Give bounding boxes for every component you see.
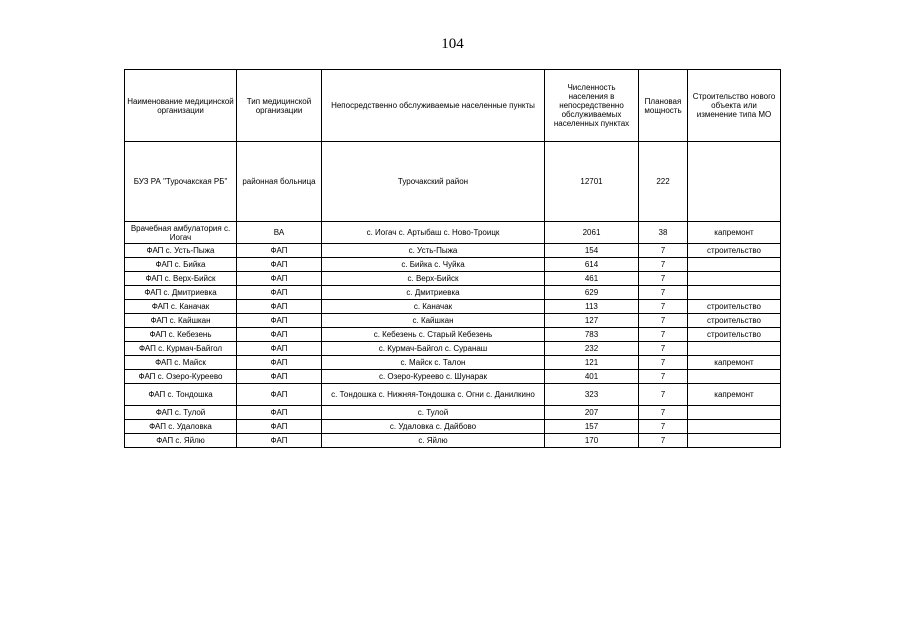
cell-type: ФАП — [237, 314, 322, 328]
cell-capacity: 222 — [639, 142, 688, 222]
cell-type: ФАП — [237, 328, 322, 342]
cell-name: ФАП с. Тондошка — [125, 384, 237, 406]
cell-population: 12701 — [545, 142, 639, 222]
cell-population: 121 — [545, 356, 639, 370]
cell-name: ФАП с. Кайшкан — [125, 314, 237, 328]
page-number: 104 — [441, 36, 464, 52]
cell-capacity: 7 — [639, 370, 688, 384]
cell-modification — [688, 406, 781, 420]
cell-settlements: с. Курмач-Байгол с. Суранаш — [322, 342, 545, 356]
cell-capacity: 7 — [639, 328, 688, 342]
cell-type: ФАП — [237, 370, 322, 384]
cell-capacity: 7 — [639, 356, 688, 370]
cell-name: ФАП с. Каначак — [125, 300, 237, 314]
cell-type: ФАП — [237, 244, 322, 258]
cell-population: 232 — [545, 342, 639, 356]
header-organization-type: Тип медицинской организации — [237, 70, 322, 142]
header-settlements: Непосредственно обслуживаемые населенные пункты — [322, 70, 545, 142]
cell-settlements: с. Майск с. Талон — [322, 356, 545, 370]
cell-type: ФАП — [237, 356, 322, 370]
cell-capacity: 38 — [639, 222, 688, 244]
cell-modification — [688, 370, 781, 384]
header-organization-name: Наименование медицинской организации — [125, 70, 237, 142]
cell-settlements: с. Удаловка с. Дайбово — [322, 420, 545, 434]
cell-settlements: с. Верх-Бийск — [322, 272, 545, 286]
cell-settlements: с. Озеро-Куреево с. Шунарак — [322, 370, 545, 384]
cell-name: ФАП с. Усть-Пыжа — [125, 244, 237, 258]
cell-modification — [688, 434, 781, 448]
table-row — [125, 342, 781, 356]
cell-name: Врачебная амбулатория с. Иогач — [125, 222, 237, 244]
table-row — [125, 222, 781, 244]
cell-name: ФАП с. Верх-Бийск — [125, 272, 237, 286]
cell-modification: строительство — [688, 314, 781, 328]
cell-settlements: с. Бийка с. Чуйка — [322, 258, 545, 272]
table-header-row — [125, 70, 781, 142]
cell-population: 461 — [545, 272, 639, 286]
cell-population: 157 — [545, 420, 639, 434]
cell-type: ФАП — [237, 420, 322, 434]
cell-modification — [688, 420, 781, 434]
table-row — [125, 434, 781, 448]
cell-capacity: 7 — [639, 420, 688, 434]
cell-population: 323 — [545, 384, 639, 406]
table-row — [125, 328, 781, 342]
table-row — [125, 300, 781, 314]
cell-settlements: с. Каначак — [322, 300, 545, 314]
cell-settlements: с. Тондошка с. Нижняя-Тондошка с. Огни с. Данилкино — [322, 384, 545, 406]
cell-modification — [688, 142, 781, 222]
cell-settlements: с. Кебезень с. Старый Кебезень — [322, 328, 545, 342]
cell-name: ФАП с. Озеро-Куреево — [125, 370, 237, 384]
cell-settlements: Турочакский район — [322, 142, 545, 222]
cell-population: 207 — [545, 406, 639, 420]
cell-name: ФАП с. Курмач-Байгол — [125, 342, 237, 356]
cell-population: 629 — [545, 286, 639, 300]
table-row — [125, 420, 781, 434]
cell-settlements: с. Иогач с. Артыбаш с. Ново-Троицк — [322, 222, 545, 244]
cell-settlements: с. Тулой — [322, 406, 545, 420]
cell-capacity: 7 — [639, 286, 688, 300]
header-population: Численность населения в непосредственно обслуживаемых населенных пунктах — [545, 70, 639, 142]
cell-modification — [688, 258, 781, 272]
cell-type: ФАП — [237, 434, 322, 448]
cell-capacity: 7 — [639, 434, 688, 448]
cell-type: ФАП — [237, 286, 322, 300]
table-row — [125, 356, 781, 370]
cell-capacity: 7 — [639, 258, 688, 272]
cell-type: ФАП — [237, 272, 322, 286]
cell-capacity: 7 — [639, 342, 688, 356]
cell-modification: строительство — [688, 328, 781, 342]
header-modification: Строительство нового объекта или изменение типа МО — [688, 70, 781, 142]
cell-name: ФАП с. Яйлю — [125, 434, 237, 448]
cell-capacity: 7 — [639, 272, 688, 286]
cell-population: 401 — [545, 370, 639, 384]
cell-population: 2061 — [545, 222, 639, 244]
cell-settlements: с. Дмитриевка — [322, 286, 545, 300]
cell-modification: строительство — [688, 300, 781, 314]
cell-name: ФАП с. Кебезень — [125, 328, 237, 342]
cell-type: ФАП — [237, 406, 322, 420]
cell-name: ФАП с. Удаловка — [125, 420, 237, 434]
cell-name: ФАП с. Майск — [125, 356, 237, 370]
cell-name: БУЗ РА "Турочакская РБ" — [125, 142, 237, 222]
table-row — [125, 406, 781, 420]
cell-modification — [688, 342, 781, 356]
cell-type: районная больница — [237, 142, 322, 222]
cell-settlements: с. Кайшкан — [322, 314, 545, 328]
cell-modification: строительство — [688, 244, 781, 258]
header-capacity: Плановая мощность — [639, 70, 688, 142]
table-row — [125, 384, 781, 406]
cell-type: ФАП — [237, 258, 322, 272]
cell-modification — [688, 272, 781, 286]
cell-name: ФАП с. Тулой — [125, 406, 237, 420]
cell-settlements: с. Яйлю — [322, 434, 545, 448]
cell-capacity: 7 — [639, 244, 688, 258]
cell-population: 783 — [545, 328, 639, 342]
table-row — [125, 244, 781, 258]
cell-population: 113 — [545, 300, 639, 314]
medical-organizations-table — [124, 69, 781, 448]
cell-capacity: 7 — [639, 314, 688, 328]
cell-modification: капремонт — [688, 384, 781, 406]
cell-settlements: с. Усть-Пыжа — [322, 244, 545, 258]
table-row — [125, 258, 781, 272]
cell-population: 170 — [545, 434, 639, 448]
cell-population: 127 — [545, 314, 639, 328]
cell-type: ВА — [237, 222, 322, 244]
table-row — [125, 272, 781, 286]
cell-type: ФАП — [237, 342, 322, 356]
cell-name: ФАП с. Бийка — [125, 258, 237, 272]
table-row — [125, 142, 781, 222]
cell-modification: капремонт — [688, 222, 781, 244]
table-row — [125, 286, 781, 300]
cell-type: ФАП — [237, 384, 322, 406]
table-row — [125, 314, 781, 328]
cell-capacity: 7 — [639, 300, 688, 314]
cell-modification: капремонт — [688, 356, 781, 370]
table-row — [125, 370, 781, 384]
cell-capacity: 7 — [639, 406, 688, 420]
cell-type: ФАП — [237, 300, 322, 314]
cell-modification — [688, 286, 781, 300]
cell-population: 154 — [545, 244, 639, 258]
cell-population: 614 — [545, 258, 639, 272]
cell-name: ФАП с. Дмитриевка — [125, 286, 237, 300]
cell-capacity: 7 — [639, 384, 688, 406]
